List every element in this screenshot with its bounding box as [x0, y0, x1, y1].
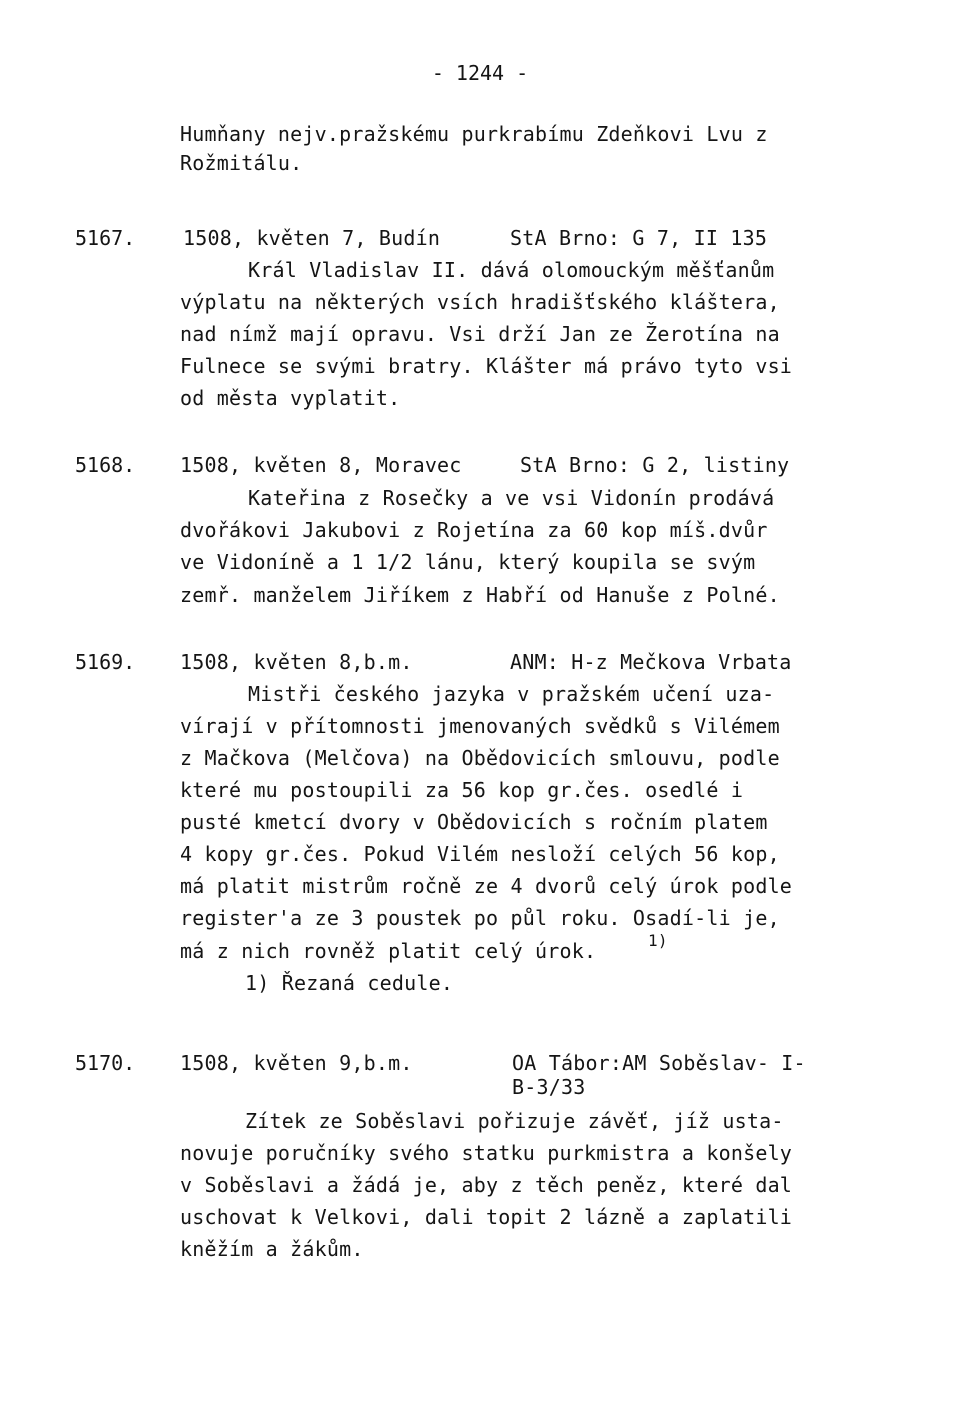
- entry-header: 1508, květen 8, Moravec: [180, 453, 462, 477]
- entry-body-line: vírají v přítomnosti jmenovaných svědků s Vilémem: [180, 714, 780, 738]
- entry-body-line: v Soběslavi a žádá je, aby z těch peněz, které dal: [180, 1173, 793, 1197]
- entry-body-line: Fulnece se svými bratry. Klášter má právo tyto vsi: [180, 354, 793, 378]
- entry-header: 1508, květen 9,b.m.: [180, 1051, 413, 1075]
- entry-source: OA Tábor:AM Soběslav- I-: [512, 1051, 806, 1075]
- footnote-mark: 1): [648, 931, 668, 950]
- entry-body-line: Mistři českého jazyka v pražském učení uza-: [248, 682, 775, 706]
- entry-number: 5169.: [75, 650, 136, 674]
- entry-body-line: z Mačkova (Melčova) na Obědovicích smlouvu, podle: [180, 746, 780, 770]
- entry-body-line: má z nich rovněž platit celý úrok.: [180, 939, 597, 963]
- entry-body-line: Zítek ze Soběslavi pořizuje závěť, jíž usta-: [245, 1109, 784, 1133]
- entry-number: 5167.: [75, 226, 136, 250]
- entry-number: 5170.: [75, 1051, 136, 1075]
- entry-body-line: nad nímž mají opravu. Vsi drží Jan ze Žerotína na: [180, 322, 780, 346]
- entry-body-line: Kateřina z Rosečky a ve vsi Vidonín prodává: [248, 486, 775, 510]
- footnote: 1) Řezaná cedule.: [245, 971, 454, 995]
- entry-body-line: od města vyplatit.: [180, 386, 401, 410]
- entry-body-line: dvořákovi Jakubovi z Rojetína za 60 kop míš.dvůr: [180, 518, 768, 542]
- entry-source: ANM: H-z Mečkova Vrbata: [510, 650, 792, 674]
- page-number: - 1244 -: [431, 61, 529, 85]
- entry-body-line: Král Vladislav II. dává olomouckým měšťanům: [248, 258, 775, 282]
- entry-body-line: ve Vidoníně a 1 1/2 lánu, který koupila se svým: [180, 550, 756, 574]
- entry-header: 1508, květen 7, Budín: [183, 226, 441, 250]
- entry-body-line: které mu postoupili za 56 kop gr.čes. osedlé i: [180, 778, 744, 802]
- entry-body-line: novuje poručníky svého statku purkmistra a konšely: [180, 1141, 793, 1165]
- intro-line: Humňany nejv.pražskému purkrabímu Zdeňkovi Lvu z: [180, 122, 768, 146]
- intro-line: Rožmitálu.: [180, 151, 303, 175]
- entry-header: 1508, květen 8,b.m.: [180, 650, 413, 674]
- entry-source-cont: B-3/33: [512, 1075, 586, 1099]
- entry-body-line: výplatu na některých vsích hradišťského kláštera,: [180, 290, 780, 314]
- entry-body-line: pusté kmetcí dvory v Obědovicích s ročním platem: [180, 810, 768, 834]
- entry-body-line: 4 kopy gr.čes. Pokud Vilém nesloží celých 56 kop,: [180, 842, 780, 866]
- entry-source: StA Brno: G 7, II 135: [510, 226, 768, 250]
- entry-body-line: má platit mistrům ročně ze 4 dvorů celý úrok podle: [180, 874, 793, 898]
- entry-body-line: kněžím a žákům.: [180, 1237, 364, 1261]
- entry-body-line: register'a ze 3 poustek po půl roku. Osadí-li je,: [180, 906, 780, 930]
- entry-source: StA Brno: G 2, listiny: [520, 453, 790, 477]
- entry-number: 5168.: [75, 453, 136, 477]
- entry-body-line: zemř. manželem Jiříkem z Habří od Hanuše z Polné.: [180, 583, 780, 607]
- entry-body-line: uschovat k Velkovi, dali topit 2 lázně a zaplatili: [180, 1205, 793, 1229]
